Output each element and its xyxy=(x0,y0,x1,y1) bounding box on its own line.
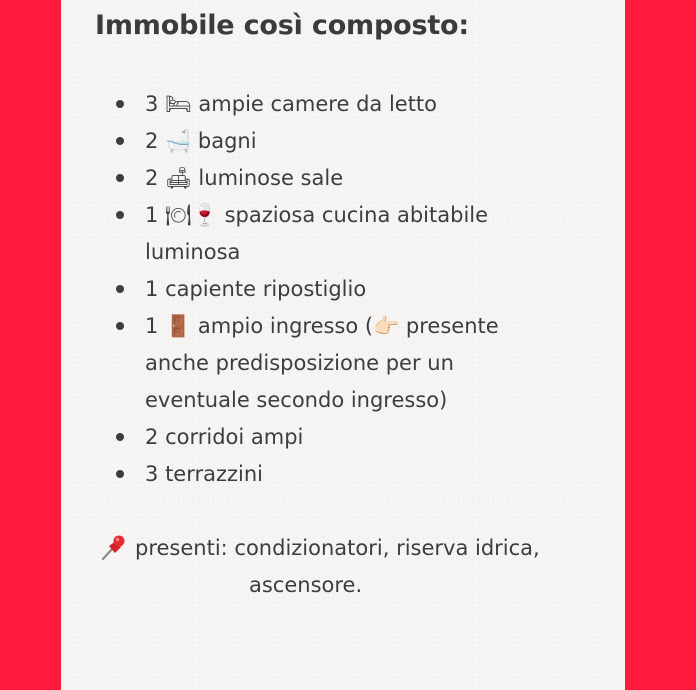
note-text-1: presenti: condizionatori, riserva idrica, xyxy=(135,536,540,560)
bullet xyxy=(116,285,124,293)
bullet xyxy=(116,433,124,441)
bullet xyxy=(116,174,124,182)
item-count: 3 xyxy=(145,462,159,486)
item-text: spaziosa cucina abitabile luminosa xyxy=(145,203,489,264)
item-count: 1 xyxy=(145,277,159,301)
list-item xyxy=(61,271,551,308)
bullet xyxy=(116,322,124,330)
item-count: 2 xyxy=(145,425,159,449)
pushpin-icon xyxy=(99,533,127,561)
list-item xyxy=(61,456,551,493)
bed-icon: 🛏 xyxy=(165,92,192,116)
item-text: capiente ripostiglio xyxy=(165,277,367,301)
bathtub-icon: 🛁 xyxy=(165,129,192,153)
item-text: ampie camere da letto xyxy=(198,92,438,116)
item-text: ampio ingresso (👉🏻 presente anche predisposizione per un eventuale secondo ingresso) xyxy=(145,314,499,412)
list-item xyxy=(61,419,551,456)
list-item xyxy=(61,308,551,419)
list-item xyxy=(61,86,551,123)
bullet xyxy=(116,100,124,108)
amenities-note xyxy=(99,530,619,604)
note-text-2: ascensore. xyxy=(249,573,363,597)
plate-wine-icon: 🍽🍷 xyxy=(165,203,218,227)
list-item xyxy=(61,197,551,271)
list-item xyxy=(61,160,551,197)
note-line-1 xyxy=(99,530,619,567)
item-text: luminose sale xyxy=(198,166,344,190)
item-text: corridoi ampi xyxy=(165,425,304,449)
item-count: 1 xyxy=(145,203,159,227)
item-count: 2 xyxy=(145,166,159,190)
room-list xyxy=(61,86,551,493)
item-text: terrazzini xyxy=(165,462,264,486)
bullet xyxy=(116,470,124,478)
item-count: 3 xyxy=(145,92,159,116)
page-title: Immobile così composto: xyxy=(95,10,469,41)
item-count: 1 xyxy=(145,314,159,338)
list-item xyxy=(61,123,551,160)
item-count: 2 xyxy=(145,129,159,153)
paper-card xyxy=(61,0,625,690)
bullet xyxy=(116,137,124,145)
bullet xyxy=(116,211,124,219)
door-icon: 🚪 xyxy=(165,314,192,338)
sofa-icon: 🛋 xyxy=(165,166,192,190)
item-text: bagni xyxy=(197,129,257,153)
